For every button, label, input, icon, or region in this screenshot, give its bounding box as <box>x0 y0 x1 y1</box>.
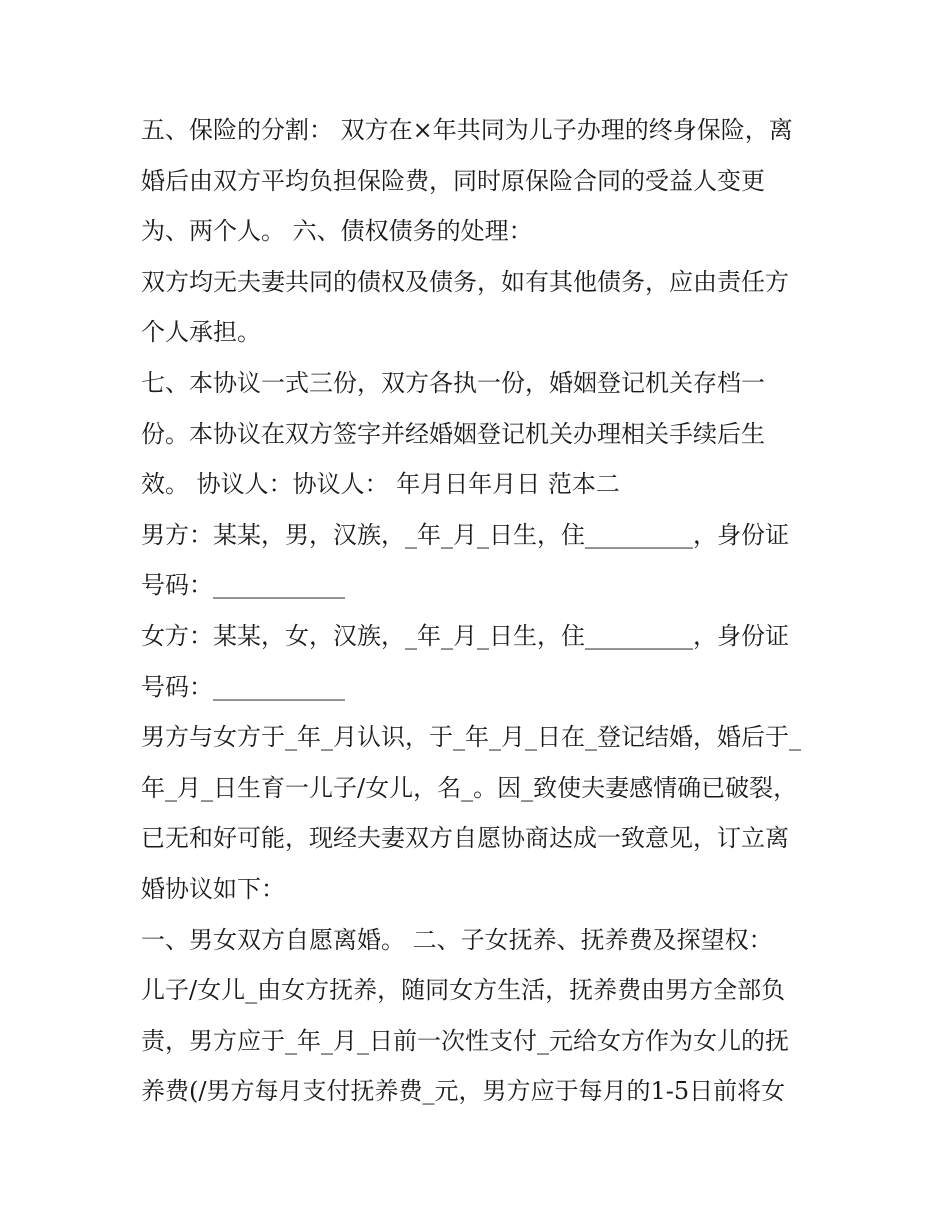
text-line: 一、男女双方自愿离婚。 二、子女抚养、抚养费及探望权： <box>141 926 773 954</box>
text-line: 女方：某某，女，汉族，_年_月_日生，住_________，身份证 <box>141 622 789 650</box>
text-line: 婚后由双方平均负担保险费，同时原保险合同的受益人变更 <box>141 167 765 195</box>
text-line: 婚协议如下： <box>141 875 285 903</box>
text-line: 已无和好可能，现经夫妻双方自愿协商达成一致意见，订立离 <box>141 824 789 852</box>
text-line: 份。本协议在双方签字并经婚姻登记机关办理相关手续后生 <box>141 420 765 448</box>
text-line: 个人承担。 <box>141 318 261 346</box>
text-line: 号码：___________ <box>141 571 345 599</box>
text-line: 七、本协议一式三份，双方各执一份，婚姻登记机关存档一 <box>141 369 765 397</box>
text-line: 效。 协议人：协议人： 年月日年月日 范本二 <box>141 470 620 498</box>
text-line: 责，男方应于_年_月_日前一次性支付_元给女方作为女儿的抚 <box>141 1027 789 1055</box>
text-line: 养费(/男方每月支付抚养费_元，男方应于每月的1-5日前将女 <box>141 1077 786 1105</box>
text-line: 男方与女方于_年_月认识，于_年_月_日在_登记结婚，婚后于_ <box>141 723 801 751</box>
text-line: 五、保险的分割： 双方在×年共同为儿子办理的终身保险，离 <box>141 116 793 144</box>
text-line: 为、两个人。 六、债权债务的处理： <box>141 217 533 245</box>
text-line: 男方：某某，男，汉族，_年_月_日生，住_________，身份证 <box>141 521 789 549</box>
text-line: 年_月_日生育一儿子/女儿，名_。因_致使夫妻感情确已破裂， <box>141 774 798 802</box>
text-line: 儿子/女儿_由女方抚养，随同女方生活，抚养费由男方全部负 <box>141 976 786 1004</box>
text-line: 双方均无夫妻共同的债权及债务，如有其他债务，应由责任方 <box>141 268 789 296</box>
text-line: 号码：___________ <box>141 673 345 701</box>
